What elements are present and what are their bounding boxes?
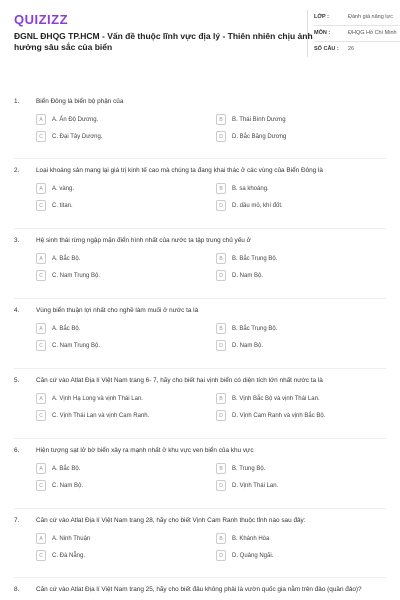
page-title: ĐGNL ĐHQG TP.HCM - Vấn đề thuộc lĩnh vực địa lý - Thiên nhiên chịu ảnh hưởng sâu sắc của biển [14, 31, 313, 52]
option-text: C. titan. [52, 202, 73, 209]
option-b[interactable] [216, 114, 396, 125]
option-d[interactable] [216, 200, 396, 211]
option-c[interactable] [36, 270, 216, 281]
option-b[interactable] [216, 393, 396, 404]
option-letter: C [36, 270, 46, 281]
meta-label: SỐ CÂU : [314, 46, 339, 52]
option-text: B. Khánh Hòa [232, 535, 270, 542]
question-5 [14, 376, 386, 421]
question-8 [14, 585, 386, 594]
divider [14, 228, 386, 229]
option-letter: D [216, 131, 226, 142]
option-text: C. Đà Nẵng. [52, 552, 86, 559]
option-d[interactable] [216, 340, 396, 351]
question-number: 1. [14, 98, 20, 105]
question-3 [14, 236, 386, 281]
option-b[interactable] [216, 253, 396, 264]
option-text: B. Trung Bộ. [232, 465, 266, 472]
option-text: D. Vịnh Thái Lan. [232, 482, 279, 489]
divider [14, 158, 386, 159]
option-text: D. Bắc Băng Dương [232, 133, 287, 140]
option-c[interactable] [36, 550, 216, 561]
question-number: 4. [14, 307, 20, 314]
option-a[interactable] [36, 533, 216, 544]
divider [14, 368, 386, 369]
meta-label: MÔN : [314, 30, 331, 36]
option-a[interactable] [36, 183, 216, 194]
question-1 [14, 97, 386, 142]
option-d[interactable] [216, 270, 396, 281]
question-text: Loại khoáng sản mang lại giá trị kinh tế cao mà chúng ta đang khai thác ở các vùng của Biển Đông là [36, 167, 323, 174]
option-c[interactable] [36, 480, 216, 491]
option-a[interactable] [36, 463, 216, 474]
option-letter: B [216, 253, 226, 264]
option-c[interactable] [36, 340, 216, 351]
option-letter: C [36, 410, 46, 421]
option-a[interactable] [36, 393, 216, 404]
question-number: 2. [14, 167, 20, 174]
option-text: A. Ninh Thuận [52, 535, 91, 542]
option-text: B. Vịnh Bắc Bộ và vịnh Thái Lan. [232, 395, 320, 402]
option-letter: B [216, 463, 226, 474]
option-letter: C [36, 480, 46, 491]
option-text: A. Vịnh Hạ Long và vịnh Thái Lan. [52, 395, 143, 402]
meta-value: ĐHQG Hồ Chí Minh [348, 30, 397, 36]
meta-label: LỚP : [314, 14, 329, 20]
option-b[interactable] [216, 323, 396, 334]
option-letter: A [36, 183, 46, 194]
question-6 [14, 446, 386, 491]
meta-row-count [314, 42, 400, 57]
option-text: A. vàng. [52, 185, 75, 192]
option-letter: D [216, 550, 226, 561]
option-letter: C [36, 200, 46, 211]
question-number: 5. [14, 377, 20, 384]
option-letter: A [36, 463, 46, 474]
option-text: B. sa khoáng. [232, 185, 269, 192]
divider [14, 438, 386, 439]
meta-value: 26 [348, 46, 355, 52]
question-text: Căn cứ vào Atlat Địa lí Việt Nam trang 6- 7, hãy cho biết hai vịnh biển có diện tích lớn nhất nước ta là [36, 377, 323, 384]
option-letter: B [216, 114, 226, 125]
question-4 [14, 306, 386, 351]
question-number: 6. [14, 447, 20, 454]
option-text: D. Quảng Ngãi. [232, 552, 274, 559]
option-letter: B [216, 183, 226, 194]
option-letter: B [216, 393, 226, 404]
question-text: Hệ sinh thái rừng ngập mặn điển hình nhất của nước ta tập trung chủ yếu ở [36, 237, 251, 244]
option-text: D. Nam Bộ. [232, 272, 264, 279]
option-b[interactable] [216, 533, 396, 544]
option-text: C. Nam Trung Bộ. [52, 272, 101, 279]
option-letter: A [36, 393, 46, 404]
option-letter: B [216, 533, 226, 544]
option-text: B. Thái Bình Dương [232, 116, 286, 123]
option-b[interactable] [216, 183, 396, 194]
option-letter: D [216, 270, 226, 281]
meta-row-subject [314, 26, 400, 42]
option-letter: C [36, 340, 46, 351]
option-letter: C [36, 550, 46, 561]
option-letter: D [216, 410, 226, 421]
option-letter: A [36, 253, 46, 264]
option-text: B. Bắc Trung Bộ. [232, 255, 278, 262]
option-text: D. Vịnh Cam Ranh và vịnh Bắc Bộ. [232, 412, 326, 419]
question-number: 7. [14, 517, 20, 524]
divider [14, 508, 386, 509]
divider [14, 298, 386, 299]
meta-value: Đánh giá năng lực [348, 14, 393, 20]
divider [14, 577, 386, 578]
option-text: A. Bắc Bộ. [52, 465, 81, 472]
meta-row-class [314, 10, 400, 26]
question-text: Căn cứ vào Atlat Địa lí Việt Nam trang 28, hãy cho biết Vịnh Cam Ranh thuộc tỉnh nào sau đây: [36, 517, 306, 524]
option-c[interactable] [36, 131, 216, 142]
option-letter: D [216, 340, 226, 351]
option-d[interactable] [216, 480, 396, 491]
question-text: Biển Đông là biển bộ phận của [36, 98, 124, 105]
option-text: A. Ấn Độ Dương. [52, 116, 99, 123]
option-d[interactable] [216, 550, 396, 561]
question-2 [14, 166, 386, 211]
option-d[interactable] [216, 131, 396, 142]
option-letter: C [36, 131, 46, 142]
question-7 [14, 516, 386, 561]
question-number: 8. [14, 586, 20, 593]
option-text: C. Nam Trung Bộ. [52, 342, 101, 349]
option-c[interactable] [36, 410, 216, 421]
quizizz-logo: QUIZIZZ [14, 12, 69, 27]
option-text: C. Đại Tây Dương. [52, 133, 103, 140]
question-number: 3. [14, 237, 20, 244]
option-c[interactable] [36, 200, 216, 211]
option-text: D. dầu mỏ, khí đốt. [232, 202, 283, 209]
option-text: C. Vịnh Thái Lan và vịnh Cam Ranh. [52, 412, 150, 419]
option-letter: B [216, 323, 226, 334]
meta-panel [307, 10, 400, 57]
option-d[interactable] [216, 410, 396, 421]
option-letter: D [216, 200, 226, 211]
option-a[interactable] [36, 323, 216, 334]
option-letter: D [216, 480, 226, 491]
option-letter: A [36, 114, 46, 125]
option-letter: A [36, 533, 46, 544]
option-letter: A [36, 323, 46, 334]
option-b[interactable] [216, 463, 396, 474]
option-a[interactable] [36, 114, 216, 125]
option-text: B. Bắc Trung Bộ. [232, 325, 278, 332]
question-text: Căn cứ vào Atlat Địa lí Việt Nam trang 25, hãy cho biết đâu không phải là vườn quốc gia nằm trên đảo (quần đảo)? [36, 586, 362, 593]
option-text: A. Bắc Bộ. [52, 255, 81, 262]
option-text: D. Nam Bộ. [232, 342, 264, 349]
option-text: A. Bắc Bộ. [52, 325, 81, 332]
option-a[interactable] [36, 253, 216, 264]
question-text: Hiện tượng sạt lở bờ biển xảy ra mạnh nhất ở khu vực ven biển của khu vực [36, 447, 254, 454]
question-text: Vùng biển thuận lợi nhất cho nghề làm muối ở nước ta là [36, 307, 199, 314]
option-text: C. Nam Bộ. [52, 482, 84, 489]
